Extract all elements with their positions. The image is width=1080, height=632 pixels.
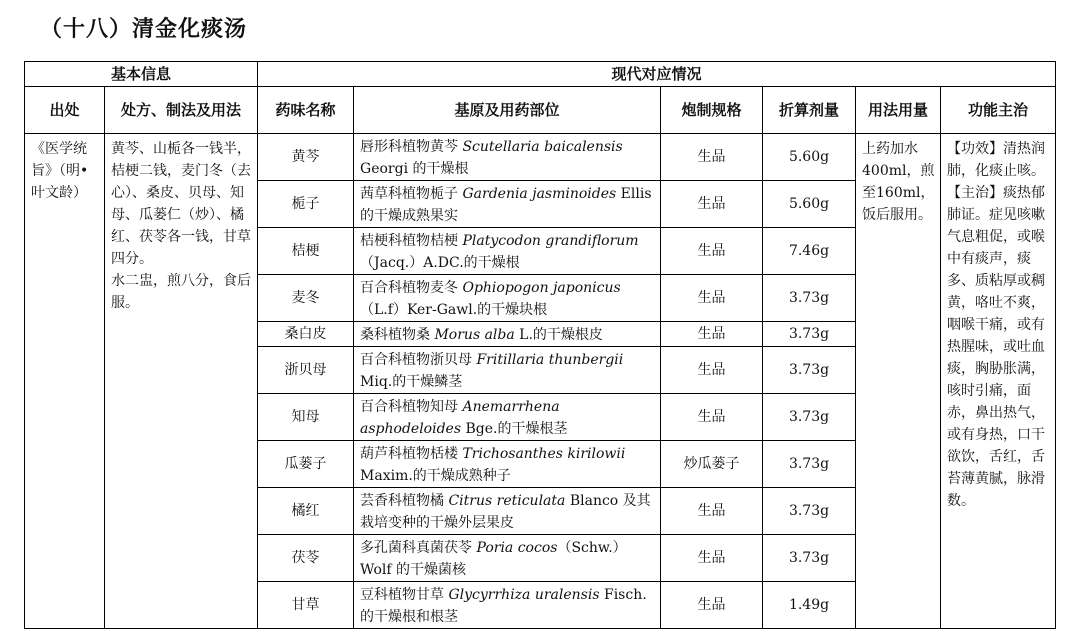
origin-cell bbox=[354, 441, 661, 488]
dose-cell: 3.73g bbox=[763, 535, 856, 582]
prescription-text: 黄芩、山栀各一钱半，桔梗二钱，麦门冬（去心）、桑皮、贝母、知母、瓜蒌仁（炒）、橘红、茯苓各一钱，甘草四分。 bbox=[111, 141, 251, 267]
herb-name-cell: 瓜蒌子 bbox=[258, 441, 354, 488]
dose-cell: 3.73g bbox=[763, 347, 856, 394]
herb-name-cell: 黄芩 bbox=[258, 134, 354, 181]
function-cell bbox=[941, 134, 1056, 629]
indication-text: 【主治】痰热郁肺证。症见咳嗽气息粗促，或喉中有痰声，痰多、质粘厚或稠黄，咯吐不爽，咽喉干痛，或有热腥味，或吐血痰，胸胁胀满，咳时引痛，面赤，鼻出热气，或有身热，口干欲饮，舌红，舌苔薄黄腻，脉滑数。 bbox=[947, 185, 1046, 509]
group-basic-header: 基本信息 bbox=[25, 62, 258, 87]
dose-cell: 1.49g bbox=[763, 582, 856, 629]
col-function-header: 功能主治 bbox=[941, 87, 1056, 134]
herb-name-cell: 茯苓 bbox=[258, 535, 354, 582]
processing-cell: 生品 bbox=[661, 394, 763, 441]
dose-cell: 7.46g bbox=[763, 228, 856, 275]
processing-cell: 生品 bbox=[661, 488, 763, 535]
origin-cell bbox=[354, 275, 661, 322]
origin-cell bbox=[354, 394, 661, 441]
origin-cell bbox=[354, 535, 661, 582]
origin-text: 多孔菌科真菌茯苓 bbox=[360, 540, 477, 556]
latin-name: Citrus reticulata bbox=[448, 493, 566, 509]
origin-text: 百合科植物麦冬 bbox=[360, 280, 463, 296]
origin-cell bbox=[354, 134, 661, 181]
group-modern-header: 现代对应情况 bbox=[258, 62, 1056, 87]
herb-name-cell: 桑白皮 bbox=[258, 322, 354, 347]
dose-cell: 3.73g bbox=[763, 322, 856, 347]
herb-name-cell: 浙贝母 bbox=[258, 347, 354, 394]
dose-cell: 3.73g bbox=[763, 488, 856, 535]
processing-cell: 生品 bbox=[661, 322, 763, 347]
col-origin-header: 基原及用药部位 bbox=[354, 87, 661, 134]
col-processing-header: 炮制规格 bbox=[661, 87, 763, 134]
origin-text: （Schw.）Wolf 的干燥菌核 bbox=[360, 540, 627, 578]
table-row bbox=[25, 134, 1056, 181]
col-source-header: 出处 bbox=[25, 87, 105, 134]
origin-cell bbox=[354, 488, 661, 535]
herb-name-cell: 桔梗 bbox=[258, 228, 354, 275]
origin-text: 葫芦科植物栝楼 bbox=[360, 446, 463, 462]
latin-name: Anemarrhena asphodeloides bbox=[360, 399, 560, 437]
latin-name: Poria cocos bbox=[476, 540, 558, 556]
origin-text: Miq.的干燥鳞茎 bbox=[360, 374, 463, 390]
processing-cell: 生品 bbox=[661, 134, 763, 181]
latin-name: Platycodon grandiflorum bbox=[462, 233, 639, 249]
prescription-cell bbox=[105, 134, 258, 629]
usage-cell: 上药加水400ml，煎至160ml，饭后服用。 bbox=[856, 134, 941, 629]
herb-name-cell: 栀子 bbox=[258, 181, 354, 228]
col-herb-name-header: 药味名称 bbox=[258, 87, 354, 134]
processing-cell: 生品 bbox=[661, 228, 763, 275]
herb-name-cell: 甘草 bbox=[258, 582, 354, 629]
source-cell: 《医学统旨》（明•叶文龄） bbox=[25, 134, 105, 629]
origin-text: （Jacq.）A.DC.的干燥根 bbox=[360, 255, 520, 271]
herb-table bbox=[24, 61, 1056, 629]
latin-name: Glycyrrhiza uralensis bbox=[448, 587, 600, 603]
origin-text: Blanco 及其栽培变种的干燥外层果皮 bbox=[360, 493, 651, 531]
dose-cell: 3.73g bbox=[763, 441, 856, 488]
origin-text: 百合科植物浙贝母 bbox=[360, 352, 477, 368]
origin-text: 百合科植物知母 bbox=[360, 399, 463, 415]
origin-text: 茜草科植物栀子 bbox=[360, 186, 463, 202]
herb-name-cell: 知母 bbox=[258, 394, 354, 441]
origin-cell bbox=[354, 347, 661, 394]
latin-name: Trichosanthes kirilowii bbox=[462, 446, 626, 462]
origin-text: 唇形科植物黄芩 bbox=[360, 139, 463, 155]
origin-cell bbox=[354, 322, 661, 347]
latin-name: Ophiopogon japonicus bbox=[462, 280, 621, 296]
origin-text: Fisch.的干燥根和根茎 bbox=[360, 587, 647, 625]
origin-text: 桑科植物桑 bbox=[360, 327, 435, 343]
herb-name-cell: 橘红 bbox=[258, 488, 354, 535]
latin-name: Fritillaria thunbergii bbox=[476, 352, 624, 368]
herb-name-cell: 麦冬 bbox=[258, 275, 354, 322]
preparation-text: 水二盅，煎八分，食后服。 bbox=[111, 273, 251, 311]
processing-cell: 生品 bbox=[661, 582, 763, 629]
dose-cell: 5.60g bbox=[763, 134, 856, 181]
processing-cell: 生品 bbox=[661, 535, 763, 582]
origin-text: Maxim.的干燥成熟种子 bbox=[360, 468, 511, 484]
processing-cell: 生品 bbox=[661, 181, 763, 228]
origin-text: （L.f）Ker-Gawl.的干燥块根 bbox=[360, 302, 548, 318]
col-prescription-header: 处方、制法及用法 bbox=[105, 87, 258, 134]
origin-text: Bge.的干燥根茎 bbox=[461, 421, 568, 437]
col-usage-header: 用法用量 bbox=[856, 87, 941, 134]
dose-cell: 5.60g bbox=[763, 181, 856, 228]
efficacy-text: 【功效】清热润肺，化痰止咳。 bbox=[947, 141, 1046, 179]
origin-text: 豆科植物甘草 bbox=[360, 587, 449, 603]
dose-cell: 3.73g bbox=[763, 275, 856, 322]
origin-text: Ellis 的干燥成熟果实 bbox=[360, 186, 652, 224]
latin-name: Gardenia jasminoides bbox=[462, 186, 617, 202]
processing-cell: 生品 bbox=[661, 347, 763, 394]
origin-cell bbox=[354, 582, 661, 629]
origin-text: L.的干燥根皮 bbox=[514, 327, 603, 343]
col-dose-header: 折算剂量 bbox=[763, 87, 856, 134]
origin-text: 芸香科植物橘 bbox=[360, 493, 449, 509]
latin-name: Morus alba bbox=[434, 327, 515, 343]
latin-name: Scutellaria baicalensis bbox=[462, 139, 623, 155]
origin-cell bbox=[354, 228, 661, 275]
origin-cell bbox=[354, 181, 661, 228]
processing-cell: 生品 bbox=[661, 275, 763, 322]
page-title: （十八）清金化痰汤 bbox=[40, 17, 248, 42]
dose-cell: 3.73g bbox=[763, 394, 856, 441]
origin-text: Georgi 的干燥根 bbox=[360, 161, 469, 177]
origin-text: 桔梗科植物桔梗 bbox=[360, 233, 463, 249]
processing-cell: 炒瓜蒌子 bbox=[661, 441, 763, 488]
